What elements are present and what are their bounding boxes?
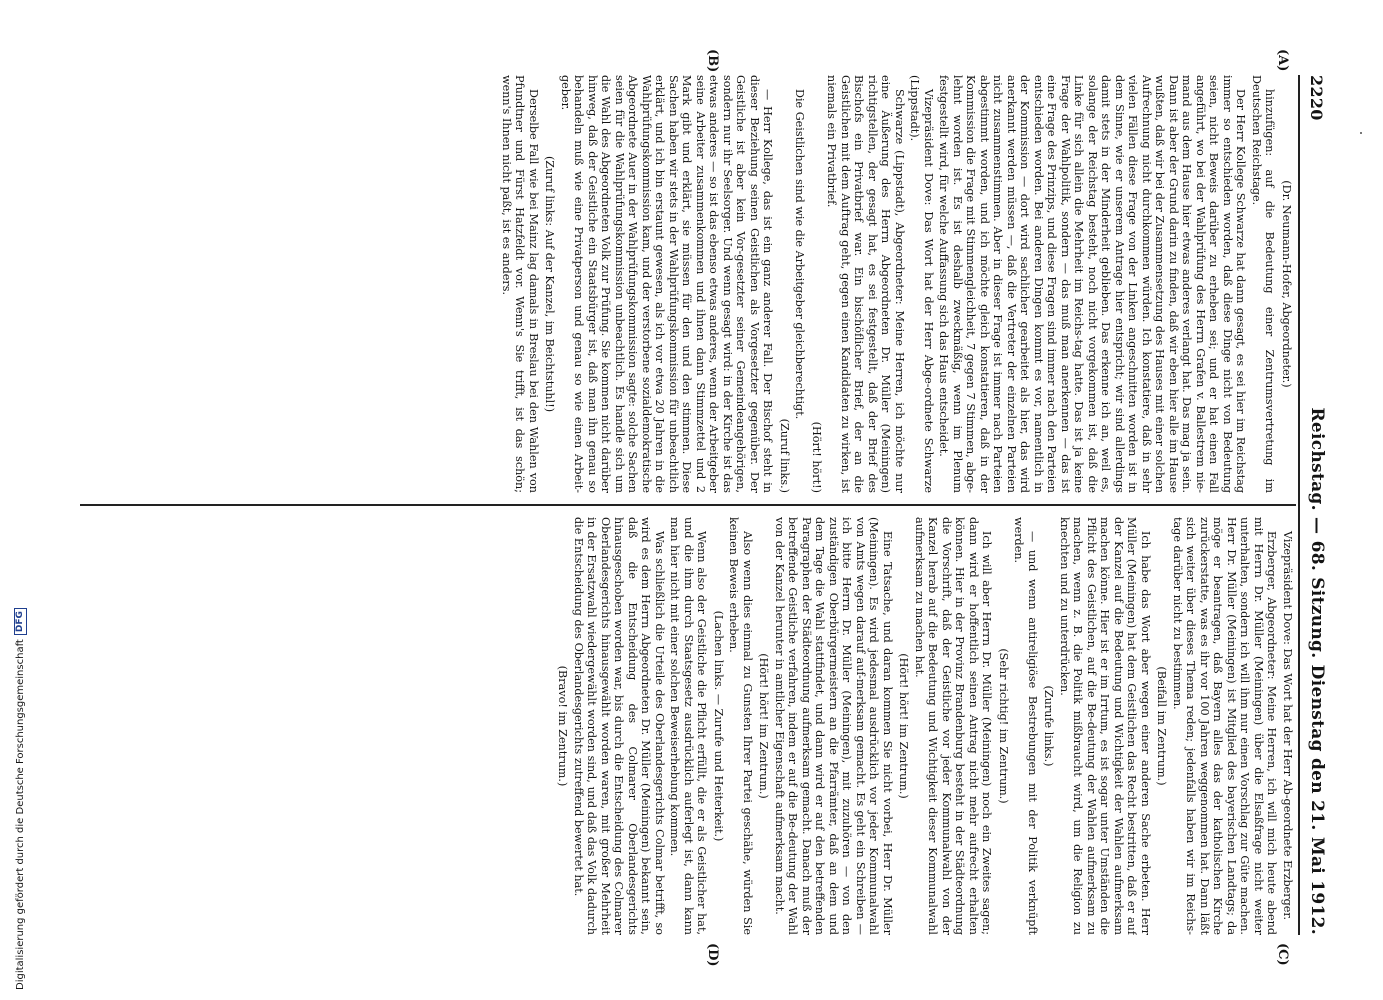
right-paragraph: Also wenn dies einmal zu Gunsten Ihrer Partei geschähe, würden Sie keinen Beweis erheben. — [727, 517, 754, 935]
left-column — [84, 75, 1294, 493]
left-paragraph: Schwarze (Lippstadt), Abgeordneter: Meine Herren, ich möchte nur eine Äußerung des Herrn Abgeordneten Dr. Müller (Meiningen) richtigstellen, der gesagt hat, es sei festgestellt, daß der Brief des Bischofs ein Privatbrief war. Ein bischöflicher Brief, der an die Geistlichen mit dem Auftrag geht, gegen einen Kandidaten zu wirken, ist niemals ein Privatbrief. — [825, 75, 906, 493]
right-interjection: (Sehr richtig! im Zentrum.) — [997, 648, 1010, 804]
dfg-logo: DFG — [14, 608, 27, 635]
right-paragraph: — und wenn antireligiöse Bestrebungen mit der Politik verknüpft werden. — [1012, 517, 1039, 935]
right-paragraph: Eine Tatsache, und daran kommen Sie nicht vorbei, Herr Dr. Müller (Meiningen). Es wird jedesmal ausdrücklich vor jeder Kommunalwahl von Amts wegen darauf auf-merksam gemacht. Es geht ein Schreiben — ich bitte Herrn Dr. Müller (Meiningen), mit zuzuhören — von den zuständigen Oberbürgermeistern an die Pfarrämter, daß an dem und dem Tage die Wahl stattfindet, und dann wird er auf den betreffenden Paragraphen der Städteordnung aufmerksam gemacht. Danach muß der betreffende Geistliche verfahren, indem er auf die Be-deutung der Wahl von der Kanzel herunter in amtlicher Eigenschaft aufmerksam macht. — [773, 517, 894, 935]
left-paragraph: Die Geistlichen sind wie die Arbeitgeber gleichberechtigt. — [793, 89, 807, 420]
left-paragraph: — Herr Kollege, das ist ein ganz anderer Fall. Der Bischof steht in dieser Beziehung seinen Geistlichen als Vorgesetzter gegenüber. Der Geistliche ist aber kein Vor-gesetzter seiner Gemeindeangehörigen, sondern nur ihr Seelsorger. Und wenn gesagt wird: in der Kirche ist das etwas anderes — so ist das ebenso etwas anderes, wenn der Arbeitgeber seine Arbeiter zusammenkommen und ihnen dann Stimmzettel und 2 Mark gibt und erklärt, sie müssen für den und den stimmen. Diese Sachen haben wir stets in der Wahlprüfungskommission für unbeachtlich erklärt, und ich bin erstaunt gewesen, als ich vor etwa 20 Jahren in die Wahlprüfungskommission kam, und der verstorbene sozialdemokratische Abgeordnete Auer in der Wahlprüfungskommission sagte: solche Sachen seien für die Wahlprüfungskommission unbeachtlich. Es handle sich um die Wahl des Abgeordneten Volk zur Prüfung. Sie kommen nicht darüber hinweg, daß der Geistliche ein Staatsbürger ist, daß man ihn genau so behandeln muß wie eine Privatperson und genau so wie einen Arbeit-geber. — [559, 75, 775, 493]
page-header — [1304, 75, 1330, 935]
margin-letter-d: (D) — [705, 943, 720, 967]
right-paragraph: Ich habe das Wort aber wegen einer anderen Sache erbeten. Herr Müller (Meiningen) hat dem Geistlichen das Recht bestritten, daß er auf der Kanzel auf die Bedeutung und Wichtigkeit der Wahlen aufmerksam machen könne. Hier ist er im Irrtum, es ist sogar unter Umständen die Pflicht des Geistlichen, auf die Be-deutung der Wahlen aufmerksam zu machen, wenn z. B. die Politik mißbraucht wird, um die Religion zu knechten und zu unterdrücken. — [1058, 517, 1152, 935]
left-interjection: (Dr. Neumann-Hofer, Abgeordneter.) — [1280, 180, 1293, 388]
right-paragraph: Erzberger, Abgeordneter: Meine Herren, ich will mich heute abend mit Herrn Dr. Müller (Meiningen) über die Elsaßfrage nicht weiter unterhalten, sondern ich will ihm nur einen Vorschlag zur Güte machen. Herr Dr. Müller (Meiningen) ist Mitglied des bayerischen Landtags; da möge er beantragen, daß Bayern alles das der katholischen Kirche zurückerstatte, was es ihr vor 100 Jahren weggenommen hat. Dann läßt sich weiter über dieses Thema reden; jedenfalls haben wir im Reichs-tage darüber nicht zu bestimmen. — [1171, 517, 1279, 935]
footer-text: Digitalisierung gefördert durch die Deutsche Forschungsgemeinschaft — [15, 639, 26, 990]
margin-letter-a: (A) — [1275, 49, 1290, 72]
digitization-footer — [14, 608, 27, 990]
left-paragraph: Derselbe Fall wie bei Mainz lag damals in Breslau bei den Wahlen von Pfundtner und Fürst Hatzfeldt vor. Wenn's Sie trifft, ist das schön; wenn's Ihnen nicht paßt, ist es anders. — [500, 75, 540, 493]
left-interjection: (Zuruf links.) — [778, 418, 791, 493]
margin-letter-c: (C) — [1275, 943, 1290, 966]
rotated-page — [70, 49, 1330, 967]
left-interjection: (Hört! hört!) — [810, 421, 823, 493]
right-interjection: (Hört! hört! im Zentrum.) — [757, 653, 771, 799]
left-paragraph: Der Herr Kollege Schwarze hat dann gesagt, es sei hier im Reichstag immer so entschieden worden, daß diese Dinge nicht von Bedeutung seien, nicht Beweis darüber zu erheben sei; und er hat einen Fall angeführt, wo bei der Wahlprüfung des Herrn Grafen v. Ballestrem nie-mand aus dem Hause hier etwas anderes verlangt hat. Das mag ja sein. Dann ist aber der Grund darin zu finden, daß wir eben hier alle im Hause wußten, daß wir bei der Zusammensetzung des Hauses mit einer solchen Aufrechnung nicht durchkommen würden. Ich konstatiere, daß in sehr vielen Fällen diese Frage von der Linken angeschnitten worden ist in dem Sinne, wie er unserem Antrage hier entspricht; wir sind allerdings damit stets in der Minderheit geblieben. Das erkenne ich an, weil es, solange der Reichstag besteht, noch nicht vorgekommen ist, daß die Linke für sich allein die Mehrheit im Reichs-tag hatte. Das ist ja keine Frage der Wahlpolitik, sondern — das muß man anerkennen — das ist eine Frage des Prinzips, und diese Fragen sind immer nach den Parteien entschieden worden. Bei anderen Dingen kommt es vor, namentlich in der Kommission — dort wird sachlicher gearbeitet als hier, das wird anerkannt werden müssen —, daß die Vertreter der einzelnen Parteien nicht zusammenstimmen. Aber in dieser Frage ist immer nach Parteien abgestimmt worden, und ich möchte gleich konstatieren, daß in der Kommission die Frage mit Stimmengleichheit, 7 gegen 7 Stimmen, abge-lehnt worden ist. Es ist deshalb zweckmäßig, wenn im Plenum festgestellt wird, für welche Auffassung sich das Haus entscheidet. — [937, 75, 1248, 493]
left-paragraph: hinzufügen: auf die Bedeutung einer Zentrumsvertretung im Deutschen Reichstage. — [1250, 75, 1277, 493]
right-paragraph: Vizepräsident Dove: Das Wort hat der Herr Ab-geordnete Erzberger. — [1281, 531, 1294, 921]
right-paragraph: Wenn also der Geistliche die Pflicht erfüllt, die er als Geistlicher hat, und die ihm durch Staatsgesetz ausdrücklich auferlegt ist, dann kann man hier nicht mit einer solchen Beweiserhebung kommen. — [668, 517, 709, 935]
right-paragraph: Was schließlich die Urteile des Oberlandesgerichts Colmar betrifft, so wird es dem Herrn Abgeordneten Dr. Müller (Meiningen) bekannt sein, daß die Entscheidung des Colmarer Oberlandesgerichts hinausgeschoben worden war, bis durch die Entscheidung des Colmarer Oberlandesgerichts hinausgewählt worden waren, mit großer Mehrheit in der Ersatzwahl wiedergewählt worden sind, und daß das Volk dadurch die Entscheidung des Oberlandesgerichts zutreffend bewertet hat. — [572, 517, 666, 935]
left-paragraph: Vizepräsident Dove: Das Wort hat der Herr Abge-ordnete Schwarze (Lippstadt). — [908, 75, 935, 493]
column-divider — [80, 504, 1296, 506]
right-interjection: (Bravo! im Zentrum.) — [556, 665, 570, 787]
page-number: 2220 — [1307, 75, 1327, 121]
left-interjection: (Zuruf links: Auf der Kanzel, im Beichtstuhl!) — [543, 155, 557, 413]
margin-letter-b: (B) — [705, 49, 720, 73]
right-interjection: (Zurufe links.) — [1042, 685, 1056, 767]
header-title: Reichstag. — 68. Sitzung. Dienstag den 21. Mai 1912. — [1307, 407, 1327, 935]
right-interjection: (Beifall im Zentrum.) — [1155, 666, 1169, 786]
header-rule — [1299, 75, 1301, 935]
scan-speck — [1360, 132, 1362, 134]
right-paragraph: Ich will aber Herrn Dr. Müller (Meiningen) noch ein Zweites sagen; dann wird er hoffentlich seinen Antrag nicht mehr aufrecht erhalten können. Hier in der Provinz Brandenburg besteht in der Städteordnung die Vorschrift, daß der Geistliche vor jeder Kommunalwahl von der Kanzel herab auf die Bedeutung und Wichtigkeit dieser Kommunalwahl aufmerksam zu machen hat. — [913, 517, 994, 935]
right-interjection: (Hört! hört! im Zentrum.) — [897, 653, 911, 799]
right-column — [84, 517, 1294, 935]
right-interjection: (Lachen links. — Zurufe und Heiterkeit.) — [712, 610, 725, 842]
